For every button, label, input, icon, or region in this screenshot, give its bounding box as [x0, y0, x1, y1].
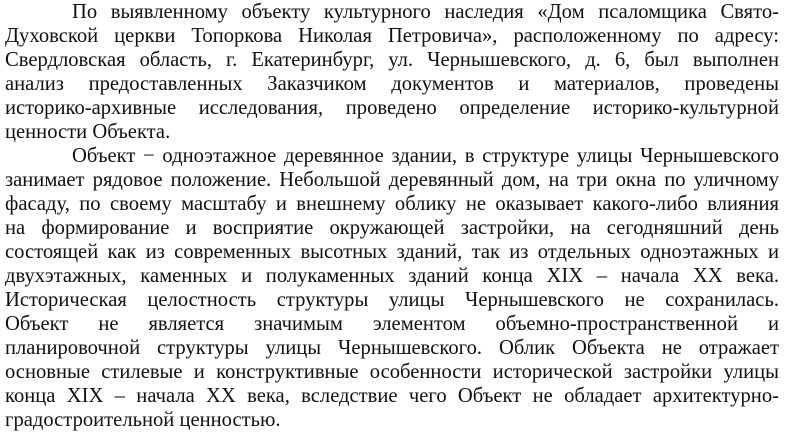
text-line: Историческая целостность структуры улицы Чернышевского не сохранилась.: [5, 289, 779, 311]
text-line: историко-архивные исследования, проведено определение историко-культурной: [5, 97, 779, 119]
text-line: состоящей как из современных высотных зданий, так из отдельных одноэтажных и: [5, 241, 779, 263]
text-line: на формирование и восприятие окружающей застройки, на сегодняшний день: [5, 217, 779, 239]
text-line: планировочной структуры улицы Чернышевского. Облик Объекта не отражает: [5, 337, 779, 359]
text-line: По выявленному объекту культурного наследия «Дом псаломщика Свято-: [72, 1, 779, 23]
text-line: Духовской церкви Топоркова Николая Петровича», расположенному по адресу:: [5, 25, 779, 47]
text-line: двухэтажных, каменных и полукаменных зданий конца XIX – начала XX века.: [5, 265, 779, 287]
text-line: основные стилевые и конструктивные особенности исторической застройки улицы: [5, 361, 779, 383]
text-line: конца XIX – начала XX века, вследствие чего Объект не обладает архитектурно-: [5, 385, 779, 407]
text-line: анализ предоставленных Заказчиком документов и материалов, проведены: [5, 73, 779, 95]
text-line: Объект − одноэтажное деревянное здании, в структуре улицы Чернышевского: [72, 145, 779, 167]
text-line: Свердловская область, г. Екатеринбург, ул. Чернышевского, д. 6, был выполнен: [5, 49, 779, 71]
text-line: ценности Объекта.: [5, 121, 171, 143]
text-line: фасаду, по своему масштабу и внешнему облику не оказывает какого-либо влияния: [5, 193, 779, 215]
text-line: занимает рядовое положение. Небольшой деревянный дом, на три окна по уличному: [5, 169, 779, 191]
text-line: Объект не является значимым элементом объемно-пространственной и: [5, 313, 779, 335]
text-line: градостроительной ценностью.: [5, 409, 281, 431]
